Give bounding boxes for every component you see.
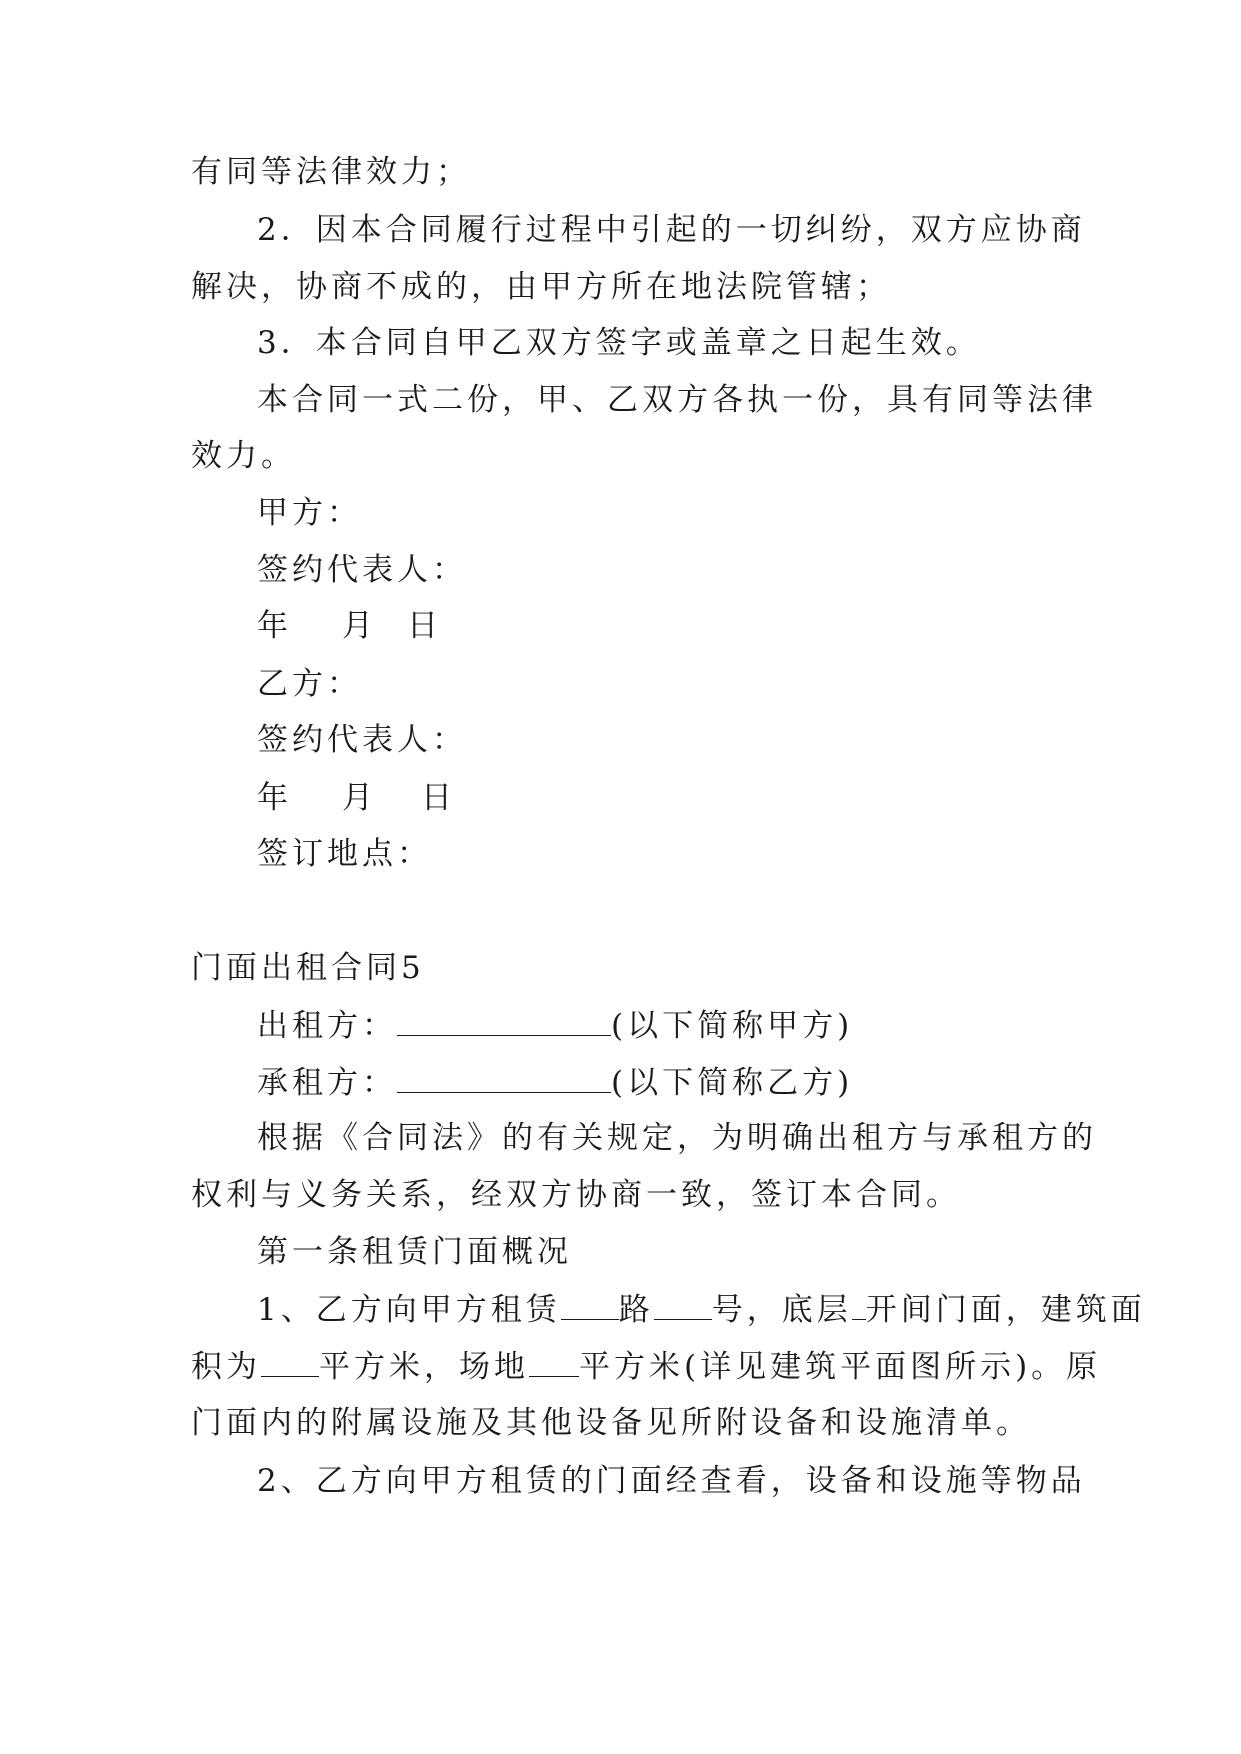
preamble: 根据《合同法》的有关规定，为明确出租方与承租方的	[257, 1120, 1097, 1156]
clause-2-line: 2、乙方向甲方租赁的门面经查看，设备和设施等物品	[257, 1463, 1086, 1499]
section-title: 门面出租合同5	[191, 950, 425, 986]
date-line-a	[257, 606, 442, 646]
clause-2: 2．因本合同履行过程中引起的一切纠纷，双方应协商	[257, 212, 1086, 248]
lessee-line	[257, 1062, 853, 1103]
month-label: 月	[342, 608, 377, 644]
text-span: 平方米，场地	[319, 1349, 529, 1385]
number-blank	[654, 1289, 712, 1320]
lessee-suffix: (以下简称乙方)	[611, 1065, 854, 1101]
date-line-b	[257, 778, 456, 818]
month-label: 月	[342, 780, 377, 816]
bays-blank	[852, 1289, 866, 1320]
day-label: 日	[407, 608, 442, 644]
clause-1-line-1	[257, 1289, 1146, 1330]
site-area-blank	[529, 1346, 579, 1377]
text-line: 权利与义务关系，经双方协商一致，签订本合同。	[191, 1177, 961, 1213]
party-b-rep-label: 签约代表人：	[257, 722, 467, 758]
sign-place-label: 签订地点：	[257, 836, 432, 872]
text-span: 路	[618, 1292, 654, 1328]
copies-clause: 本合同一式二份，甲、乙双方各执一份，具有同等法律	[257, 382, 1097, 418]
area-blank	[261, 1346, 319, 1377]
year-label: 年	[257, 608, 292, 644]
text-line: 效力。	[191, 438, 296, 474]
day-label: 日	[421, 780, 456, 816]
text-span: 开间门面，建筑面	[865, 1292, 1146, 1328]
text-span: 1、乙方向甲方租赁	[257, 1292, 561, 1328]
party-a-rep-label: 签约代表人：	[257, 552, 467, 588]
lessor-suffix: (以下简称甲方)	[611, 1008, 854, 1044]
party-b-label: 乙方：	[257, 666, 362, 702]
text-line: 有同等法律效力；	[191, 154, 471, 190]
lessee-label: 承租方：	[257, 1065, 397, 1101]
article-1-heading: 第一条租赁门面概况	[257, 1234, 572, 1270]
year-label: 年	[257, 780, 292, 816]
text-span: 平方米(详见建筑平面图所示)。原	[579, 1349, 1102, 1385]
text-line: 解决，协商不成的，由甲方所在地法院管辖；	[191, 269, 891, 305]
party-a-label: 甲方：	[257, 495, 362, 531]
text-span: 积为	[191, 1349, 261, 1385]
clause-3: 3．本合同自甲乙双方签字或盖章之日起生效。	[257, 325, 981, 361]
lessor-blank	[397, 1005, 611, 1036]
lessee-blank	[397, 1062, 611, 1093]
text-span: 号，底层	[711, 1292, 852, 1328]
road-blank	[561, 1289, 619, 1320]
lessor-line	[257, 1005, 853, 1046]
text-line: 门面内的附属设施及其他设备见所附设备和设施清单。	[191, 1405, 1031, 1441]
clause-1-line-2	[191, 1346, 1101, 1387]
lessor-label: 出租方：	[257, 1008, 397, 1044]
